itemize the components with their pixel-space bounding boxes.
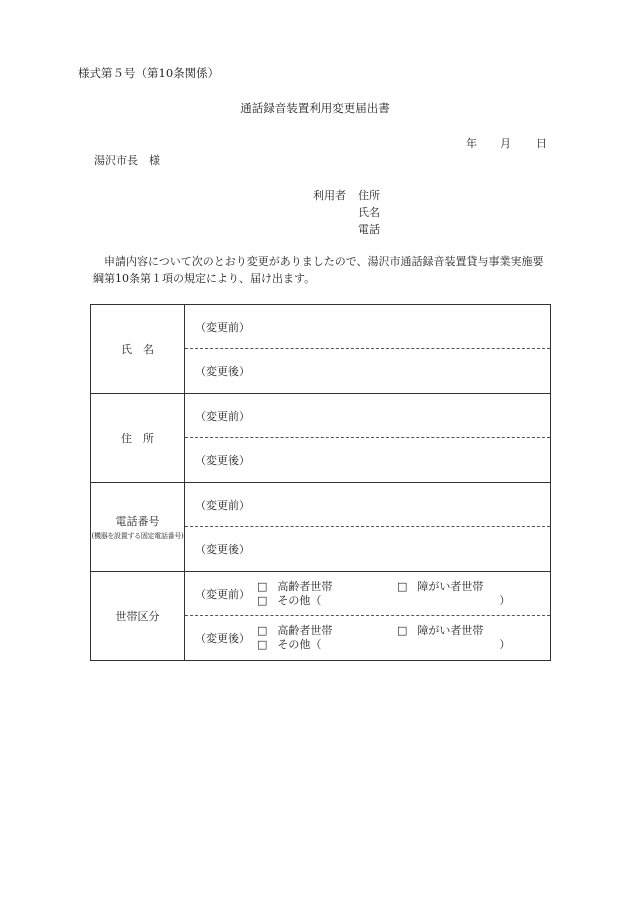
name-after-field[interactable] [185,349,550,393]
row-label-text: 世帯区分 [115,610,160,623]
table-row [91,572,551,661]
row-label-name [91,305,185,394]
other-close-paren: ） [499,593,511,607]
phone-entry-cell [185,483,551,572]
option-label: 障がい者世帯 [417,579,484,593]
option-label: 高齢者世帯 [277,624,333,637]
form-number: 様式第５号（第10条関係） [78,66,220,80]
other-close-paren: ） [499,638,511,651]
row-label-text: 住 所 [121,432,154,445]
elderly-option[interactable] [257,580,397,594]
name-before-field[interactable] [185,305,550,349]
name-entry-cell [185,305,551,394]
addressee: 湯沢市長 様 [94,154,160,167]
checkbox-icon[interactable]: □ [257,579,268,593]
row-sublabel: (機器を設置する固定電話番号) [91,532,184,540]
household-entry-cell [185,572,551,661]
row-label-text: 電話番号 [115,515,160,528]
elderly-option[interactable] [257,624,397,638]
address-after-field[interactable] [185,438,550,482]
document-title: 通話録音装置利用変更届出書 [240,101,390,115]
option-label: 高齢者世帯 [277,579,333,593]
household-after [185,616,550,660]
row-label-household [91,572,185,661]
table-row [91,305,551,394]
date-month-field[interactable]: 月 [500,137,511,150]
option-label: その他（ [277,638,322,651]
table-row [91,483,551,572]
before-label: （変更前） [195,498,250,512]
checkbox-icon[interactable]: □ [397,579,408,593]
checkbox-icon[interactable]: □ [257,638,268,651]
phone-after-field[interactable] [185,527,550,571]
after-label: （変更後） [195,632,250,645]
after-label: （変更後） [195,543,250,556]
after-label: （変更後） [195,454,250,467]
checkbox-icon[interactable]: □ [257,624,268,637]
after-label: （変更後） [195,365,250,378]
table-row [91,394,551,483]
address-entry-cell [185,394,551,483]
household-before [185,572,550,616]
applicant-phone-field[interactable]: 電話 [358,223,380,236]
applicant-name-field[interactable]: 氏名 [358,206,380,219]
phone-before-field[interactable] [185,483,550,527]
disabled-option[interactable] [397,580,517,594]
body-text: 申請内容について次のとおり変更がありましたので、湯沢市通話録音装置貸与事業実施要綱第10条第１項の規定により、届け出ます。 [93,255,544,285]
date-day-field[interactable]: 日 [536,137,547,150]
address-before-field[interactable] [185,394,550,438]
before-label: （変更前） [195,320,250,334]
row-label-phone [91,483,185,572]
checkbox-icon[interactable]: □ [397,624,408,637]
applicant-label: 利用者 [313,189,346,202]
date-year-field[interactable]: 年 [466,137,477,150]
before-label: （変更前） [195,409,250,423]
checkbox-icon[interactable]: □ [257,593,268,607]
change-table [90,304,551,661]
disabled-option[interactable] [397,624,517,638]
row-label-text: 氏 名 [121,343,154,356]
before-label: （変更前） [195,587,250,601]
other-option[interactable] [257,594,321,608]
option-label: その他（ [277,593,322,607]
other-option[interactable] [257,638,321,652]
option-label: 障がい者世帯 [417,624,484,637]
row-label-address [91,394,185,483]
applicant-address-field[interactable]: 住所 [358,189,380,202]
